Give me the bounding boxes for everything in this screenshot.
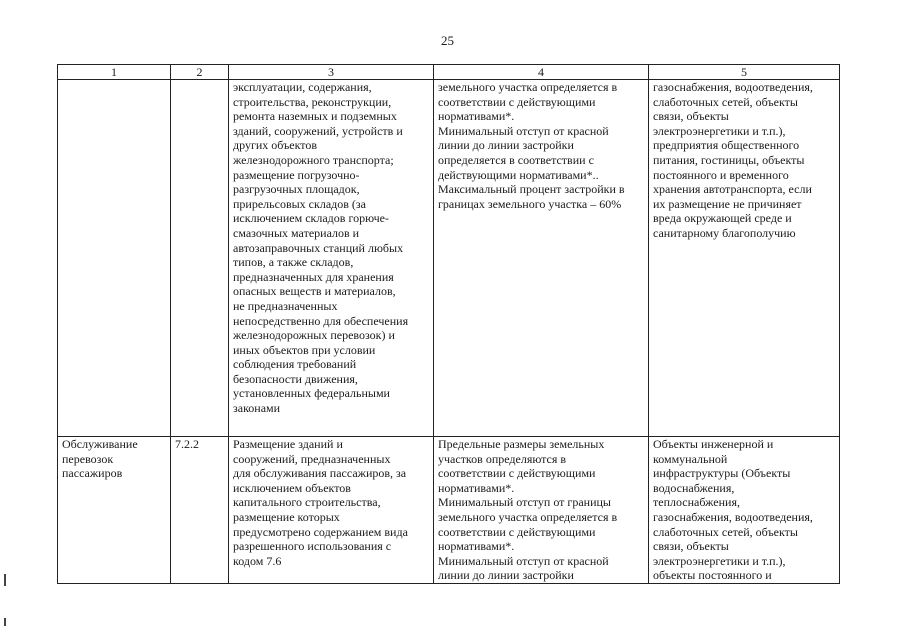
table-row: [58, 437, 840, 584]
auxiliary-uses-cell: Объекты инженерной и коммунальной инфраструктуры (Объекты водоснабжения, теплоснабжения, газоснабжения, водоотведения, слаботочных сетей, объекты связи, объекты электроэнергетики и т.п.), объекты постоянного и: [649, 437, 840, 584]
column-number-1: 1: [58, 65, 171, 80]
scan-mark: [4, 574, 6, 586]
column-number-5: 5: [649, 65, 840, 80]
parameters-cell: земельного участка определяется в соответствии с действующими нормативами*. Минимальный отступ от красной линии до линии застройки определяется в соответствии с действующими нормативами*.. Максимальный процент застройки в границах земельного участка – 60%: [434, 80, 649, 437]
parameters-cell: Предельные размеры земельных участков определяются в соответствии с действующими нормативами*. Минимальный отступ от границы земельного участка определяется в соответствии с действующими нормативами*. Минимальный отступ от красной линии до линии застройки: [434, 437, 649, 584]
column-number-2: 2: [171, 65, 229, 80]
zoning-table: [57, 64, 840, 584]
use-description-cell: эксплуатации, содержания, строительства, реконструкции, ремонта наземных и подземных зданий, сооружений, устройств и других объектов железнодорожного транспорта; размещение погрузочно- разгрузочных площадок, прирельсовых складов (за исключением складов горюче- смазочных материалов и автозаправочных станций любых типов, а также складов, предназначенных для хранения опасных веществ и материалов, не предназначенных непосредственно для обеспечения железнодорожных перевозок) и иных объектов при условии соблюдения требований безопасности движения, установленных федеральными законами: [229, 80, 434, 437]
table-row: [58, 80, 840, 437]
use-description-cell: Размещение зданий и сооружений, предназначенных для обслуживания пассажиров, за исключением объектов капитального строительства, размещение которых предусмотрено содержанием вида разрешенного использования с кодом 7.6: [229, 437, 434, 584]
column-number-row: [58, 65, 840, 80]
column-number-3: 3: [229, 65, 434, 80]
use-type-code-cell: 7.2.2: [171, 437, 229, 584]
column-number-4: 4: [434, 65, 649, 80]
scan-mark: [4, 618, 6, 626]
use-type-name-cell: [58, 80, 171, 437]
auxiliary-uses-cell: газоснабжения, водоотведения, слаботочных сетей, объекты связи, объекты электроэнергетики и т.п.), предприятия общественного питания, гостиницы, объекты постоянного и временного хранения автотранспорта, если их размещение не причиняет вреда окружающей среде и санитарному благополучию: [649, 80, 840, 437]
page-number: 25: [441, 33, 454, 48]
use-type-code-cell: [171, 80, 229, 437]
use-type-name-cell: Обслуживание перевозок пассажиров: [58, 437, 171, 584]
